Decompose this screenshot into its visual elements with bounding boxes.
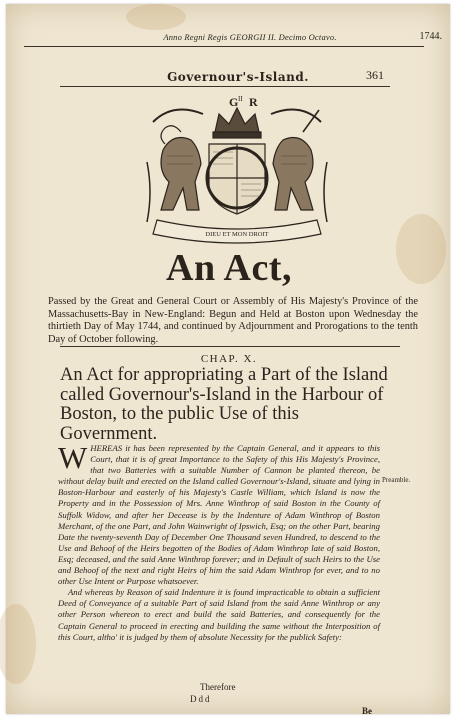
act-title: An Act, <box>166 247 292 289</box>
paper-stain <box>126 4 186 30</box>
act-heading: An Act for appropriating a Part of the Island called Governour's-Island in the Harbour of Boston, to the public Use of this Government. <box>60 365 388 444</box>
therefore-line: Therefore <box>200 682 236 692</box>
catchword: Be <box>362 706 372 716</box>
drop-cap: W <box>58 440 88 475</box>
preamble-paragraph <box>58 440 380 587</box>
arms-motto: DIEU ET MON DROIT <box>205 231 269 238</box>
running-head: Anno Regni Regis GEORGII II. Decimo Octavo. <box>163 32 337 42</box>
header-rule <box>24 46 424 47</box>
marginal-note: Preamble. <box>382 476 411 484</box>
page-number: 361 <box>366 68 384 82</box>
signature-mark: Ddd <box>190 694 212 704</box>
crown-monogram-superscript: II <box>238 95 243 103</box>
royal-coat-of-arms <box>143 92 331 254</box>
running-head-year: 1744. <box>419 31 442 42</box>
section-title: Governour's-Island. <box>167 70 309 84</box>
intro-paragraph: Passed by the Great and General Court or Assembly of His Majesty's Province of the Massachusetts-Bay in New-England: Begun and Held at Boston upon Wednesday the thirtieth Day of May 1744, and continued by Adjournment and Prorogations to the tenth Day of October following. <box>48 296 418 345</box>
paragraph-1-text: HEREAS it has been represented by the Captain General, and it appears to this Court, that it is of great Importance to the Safety of this His Majesty's Province, that two Batteries with a suitable Number of Cannon be planted thereon, be without delay built and erected on the Island called Governour's-Island, situate and lying in Boston-Harbour and easterly of his Majesty's Castle William, which Island is now the Property and in the Possession of Mrs. Anne Winthrop of said Boston in the County of Suffolk Widow, and after her Decease is by the Indenture of Adam Winthrop of Boston Merchant, of the one Part, and John Wainwright of Ipswich, Esq; on the other Part, bearing Date the twenty-seventh Day of December One Thousand seven Hundred, to descend to the Use and Behoof of the Heirs begotten of the Bodies of Adam Winthrop late of said Boston, Esq; deceased, and the said Anne Winthrop forever; and in Default of such Heirs to the Use and Behoof of the next and right Heirs of him the said Adam Winthrop for ever, and to no other Use Intent or Purpose whatsoever. <box>58 443 380 587</box>
intro-rule <box>60 346 400 347</box>
act-body <box>58 440 380 643</box>
title-rule <box>60 86 390 87</box>
crown-monogram-right: R <box>249 95 258 109</box>
crown-monogram-left: G <box>229 95 239 109</box>
paper-stain <box>0 604 36 684</box>
paragraph-2: And whereas by Reason of said Indenture it is found impracticable to obtain a sufficient Deed of Conveyance of a suitable Part of said Island from the said Anne Winthrop or any other Person whereon to erect and build the said Batteries, and consequently for the Captain General to proceed in erecting and building the same without the Interposition of this Court, altho' it is judged by them of absolute Necessity for the publick Safety: <box>58 587 380 642</box>
chapter-number: CHAP. X. <box>200 353 258 365</box>
